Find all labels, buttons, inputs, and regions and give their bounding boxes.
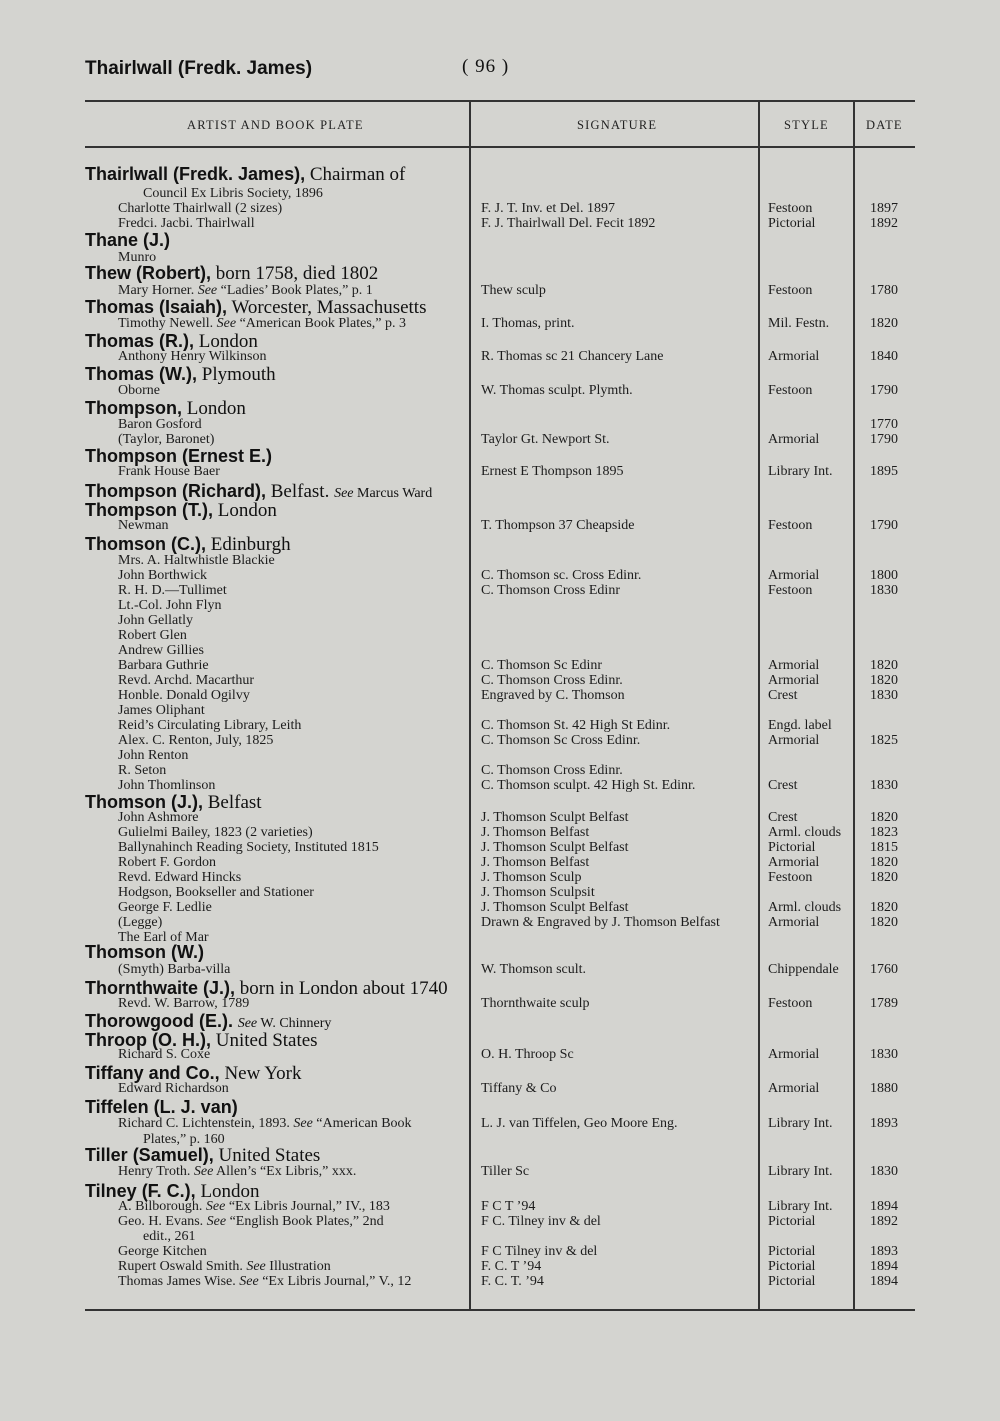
- signature-cell: Thew sculp: [481, 283, 546, 298]
- artist-description: London: [195, 1181, 260, 1202]
- date-cell: 1815: [870, 840, 898, 855]
- style-cell: Festoon: [768, 996, 813, 1011]
- artist-name-bold: Throop (O. H.),: [85, 1030, 211, 1050]
- owner-text: (Taylor, Baronet): [118, 432, 215, 447]
- artist-description: United States: [210, 1030, 318, 1051]
- signature-cell: C. Thomson Sc Edinr: [481, 658, 603, 673]
- signature-cell: Taylor Gt. Newport St.: [481, 432, 610, 447]
- owner-text: R. H. D.—Tullimet: [118, 583, 227, 598]
- see-reference-text: “Ladies’ Book Plates,” p. 1: [217, 283, 373, 298]
- date-cell: 1895: [870, 464, 898, 479]
- owner-text: Richard S. Coxe: [118, 1047, 211, 1062]
- artist-description: born in London about 1740: [235, 978, 448, 999]
- artist-description: born 1758, died 1802: [211, 263, 379, 284]
- plate-owner: [118, 1199, 390, 1215]
- date-cell: 1894: [870, 1199, 898, 1214]
- plate-owner: [118, 915, 162, 931]
- date-cell: 1892: [870, 216, 898, 231]
- artist-name: [85, 500, 277, 522]
- artist-description: Worcester, Massachusetts: [227, 297, 427, 318]
- signature-cell: C. Thomson Sc Cross Edinr.: [481, 733, 641, 748]
- owner-text: Mrs. A. Haltwhistle Blackie: [118, 553, 275, 568]
- artist-name-bold: Thairlwall (Fredk. James),: [85, 164, 306, 184]
- signature-cell: J. Thomson Sculpt Belfast: [481, 810, 629, 825]
- signature-cell: W. Thomson scult.: [481, 962, 587, 977]
- owner-text: Honble. Donald Ogilvy: [118, 688, 250, 703]
- style-cell: Armorial: [768, 673, 820, 688]
- page-number: ( 96 ): [462, 56, 510, 77]
- signature-cell: C. Thomson St. 42 High St Edinr.: [481, 718, 671, 733]
- style-cell: Mil. Festn.: [768, 316, 830, 331]
- style-cell: Engd. label: [768, 718, 832, 733]
- style-cell: Library Int.: [768, 464, 833, 479]
- owner-text: Robert F. Gordon: [118, 855, 217, 870]
- style-cell: Pictorial: [768, 216, 816, 231]
- owner-text: Richard C. Lichtenstein, 1893.: [118, 1116, 290, 1131]
- owner-text: Revd. Edward Hincks: [118, 870, 242, 885]
- date-cell: 1894: [870, 1259, 898, 1274]
- plate-owner: [118, 553, 275, 569]
- owner-text: Mary Horner.: [118, 283, 195, 298]
- plate-owner: [118, 748, 188, 764]
- date-cell: 1880: [870, 1081, 898, 1096]
- plate-owner: [118, 885, 314, 901]
- artist-name-bold: Thane (J.): [85, 230, 171, 250]
- owner-text: R. Seton: [118, 763, 167, 778]
- plate-owner: [118, 703, 205, 719]
- see-reference-label: See: [334, 486, 354, 501]
- date-cell: 1830: [870, 688, 898, 703]
- see-reference-text: Allen’s “Ex Libris,” xxx.: [213, 1164, 357, 1179]
- signature-cell: F. J. Thairlwall Del. Fecit 1892: [481, 216, 656, 231]
- style-cell: Armorial: [768, 568, 820, 583]
- plate-owner: [118, 598, 221, 614]
- signature-cell: F. C. T ’94: [481, 1259, 542, 1274]
- artist-description: United States: [213, 1145, 321, 1166]
- artist-description: Chairman of: [305, 164, 406, 185]
- plate-owner: [118, 900, 212, 916]
- running-head: Thairlwall (Fredk. James): [85, 58, 313, 79]
- owner-text: John Ashmore: [118, 810, 199, 825]
- date-cell: 1840: [870, 349, 898, 364]
- owner-text: Andrew Gillies: [118, 643, 204, 658]
- continuation-text: [143, 1229, 196, 1245]
- style-cell: Pictorial: [768, 1214, 816, 1229]
- signature-cell: I. Thomas, print.: [481, 316, 575, 331]
- date-cell: 1825: [870, 733, 898, 748]
- artist-name-bold: Tiffany and Co.,: [85, 1063, 220, 1083]
- owner-text: Council Ex Libris Society, 1896: [143, 186, 323, 201]
- artist-description: New York: [219, 1063, 302, 1084]
- artist-name-bold: Thomson (J.),: [85, 792, 203, 812]
- plate-owner: [118, 688, 250, 704]
- plate-owner: [118, 643, 204, 659]
- signature-cell: T. Thompson 37 Cheapside: [481, 518, 635, 533]
- plate-owner: [118, 1274, 411, 1290]
- owner-text: Anthony Henry Wilkinson: [118, 349, 267, 364]
- artist-name-bold: Thorowgood (E.).: [85, 1011, 233, 1031]
- owner-text: John Gellatly: [118, 613, 194, 628]
- owner-text: Plates,” p. 160: [143, 1132, 225, 1147]
- date-cell: 1823: [870, 825, 898, 840]
- plate-owner: [118, 1164, 356, 1180]
- column-header-date: DATE: [866, 118, 903, 132]
- style-cell: Armorial: [768, 349, 820, 364]
- plate-owner: [118, 568, 207, 584]
- signature-cell: J. Thomson Belfast: [481, 855, 590, 870]
- owner-text: Edward Richardson: [118, 1081, 229, 1096]
- artist-name: [85, 230, 170, 252]
- artist-description: London: [194, 331, 258, 352]
- column-header-style: STYLE: [784, 118, 829, 132]
- date-cell: 1893: [870, 1116, 898, 1131]
- signature-cell: O. H. Throop Sc: [481, 1047, 574, 1062]
- date-cell: 1789: [870, 996, 898, 1011]
- artist-name-bold: Tiffelen (L. J. van): [85, 1097, 238, 1117]
- owner-text: Geo. H. Evans.: [118, 1214, 204, 1229]
- date-cell: 1790: [870, 518, 898, 533]
- style-cell: Festoon: [768, 283, 813, 298]
- see-reference-text: Marcus Ward: [353, 486, 433, 501]
- owner-text: Ballynahinch Reading Society, Instituted 1815: [118, 840, 379, 855]
- date-cell: 1893: [870, 1244, 898, 1259]
- artist-name-bold: Thew (Robert),: [85, 263, 211, 283]
- signature-cell: Thornthwaite sculp: [481, 996, 590, 1011]
- artist-description: Belfast: [203, 792, 262, 813]
- artist-name-bold: Thompson (Ernest E.): [85, 446, 273, 466]
- continuation-text: [143, 186, 323, 202]
- see-reference-text: “Ex Libris Journal,” IV., 183: [225, 1199, 390, 1214]
- style-cell: Library Int.: [768, 1164, 833, 1179]
- plate-owner: [118, 1259, 331, 1275]
- owner-text: Revd. Archd. Macarthur: [118, 673, 255, 688]
- owner-text: Revd. W. Barrow, 1789: [118, 996, 250, 1011]
- owner-text: Charlotte Thairlwall (2 sizes): [118, 201, 283, 216]
- owner-text: Munro: [118, 250, 157, 265]
- owner-text: edit., 261: [143, 1229, 196, 1244]
- artist-name-bold: Thomson (W.): [85, 942, 204, 962]
- plate-owner: [118, 628, 187, 644]
- owner-text: Alex. C. Renton, July, 1825: [118, 733, 274, 748]
- plate-owner: [118, 201, 282, 217]
- artist-description: Belfast.: [266, 481, 330, 502]
- artist-name-bold: Thomas (Isaiah),: [85, 297, 228, 317]
- see-reference-label: See: [237, 1016, 258, 1031]
- style-cell: Crest: [768, 778, 798, 793]
- style-cell: Arml. clouds: [768, 825, 842, 840]
- style-cell: Armorial: [768, 733, 820, 748]
- artist-name: [85, 263, 378, 285]
- owner-text: Robert Glen: [118, 628, 187, 643]
- owner-text: Timothy Newell.: [118, 316, 214, 331]
- style-cell: Pictorial: [768, 1259, 816, 1274]
- see-reference-label: See: [197, 283, 218, 298]
- signature-cell: Drawn & Engraved by J. Thomson Belfast: [481, 915, 720, 930]
- signature-cell: C. Thomson sculpt. 42 High St. Edinr.: [481, 778, 696, 793]
- date-cell: 1820: [870, 900, 898, 915]
- see-reference-label: See: [205, 1199, 226, 1214]
- signature-cell: L. J. van Tiffelen, Geo Moore Eng.: [481, 1116, 678, 1131]
- owner-text: John Renton: [118, 748, 189, 763]
- owner-text: Reid’s Circulating Library, Leith: [118, 718, 302, 733]
- artist-name: [85, 364, 276, 386]
- see-reference-text: “American Book: [312, 1116, 412, 1131]
- signature-cell: W. Thomas sculpt. Plymth.: [481, 383, 633, 398]
- owner-text: Rupert Oswald Smith.: [118, 1259, 243, 1274]
- artist-name: [85, 164, 405, 186]
- owner-text: Oborne: [118, 383, 160, 398]
- plate-owner: [118, 658, 209, 674]
- owner-text: James Oliphant: [118, 703, 205, 718]
- style-cell: Crest: [768, 688, 798, 703]
- plate-owner: [118, 316, 406, 332]
- see-reference-text: W. Chinnery: [257, 1016, 332, 1031]
- style-cell: Armorial: [768, 1047, 820, 1062]
- signature-cell: Engraved by C. Thomson: [481, 688, 625, 703]
- see-reference-text: “American Book Plates,” p. 3: [236, 316, 406, 331]
- see-reference-label: See: [239, 1274, 259, 1289]
- style-cell: Armorial: [768, 1081, 820, 1096]
- signature-cell: F C. Tilney inv & del: [481, 1214, 601, 1229]
- date-cell: 1790: [870, 432, 898, 447]
- see-reference-text: “English Book Plates,” 2nd: [226, 1214, 384, 1229]
- style-cell: Crest: [768, 810, 798, 825]
- signature-cell: J. Thomson Sculp: [481, 870, 582, 885]
- owner-text: Thomas James Wise.: [118, 1274, 236, 1289]
- owner-text: George Kitchen: [118, 1244, 207, 1259]
- style-cell: Armorial: [768, 658, 820, 673]
- plate-owner: [118, 840, 379, 856]
- style-cell: Festoon: [768, 518, 813, 533]
- owner-text: George F. Ledlie: [118, 900, 212, 915]
- owner-text: Henry Troth.: [118, 1164, 191, 1179]
- signature-cell: Ernest E Thompson 1895: [481, 464, 624, 479]
- date-cell: 1820: [870, 810, 898, 825]
- date-cell: 1820: [870, 915, 898, 930]
- plate-owner: [118, 349, 267, 365]
- date-cell: 1830: [870, 778, 898, 793]
- date-cell: 1820: [870, 870, 898, 885]
- see-reference-label: See: [216, 316, 237, 331]
- column-header-signature: SIGNATURE: [577, 118, 658, 132]
- artist-name-bold: Thornthwaite (J.),: [85, 978, 235, 998]
- plate-owner: [118, 763, 166, 779]
- artist-description: London: [212, 500, 277, 521]
- artist-name-bold: Tiller (Samuel),: [85, 1145, 214, 1165]
- see-reference-text: Illustration: [265, 1259, 331, 1274]
- plate-owner: [118, 825, 313, 841]
- plate-owner: [118, 583, 227, 599]
- owner-text: (Legge): [118, 915, 163, 930]
- signature-cell: C. Thomson Cross Edinr.: [481, 673, 623, 688]
- style-cell: Pictorial: [768, 1274, 816, 1289]
- plate-owner: [118, 613, 193, 629]
- artist-name-bold: Thomson (C.),: [85, 534, 206, 554]
- style-cell: Festoon: [768, 201, 813, 216]
- owner-text: John Borthwick: [118, 568, 208, 583]
- see-reference-label: See: [206, 1214, 227, 1229]
- artist-description: London: [182, 398, 246, 419]
- signature-cell: J. Thomson Sculpt Belfast: [481, 840, 629, 855]
- date-cell: 1780: [870, 283, 898, 298]
- see-reference-label: See: [246, 1259, 266, 1274]
- plate-owner: [118, 1047, 210, 1063]
- plate-owner: [118, 417, 202, 433]
- style-cell: Library Int.: [768, 1116, 833, 1131]
- date-cell: 1820: [870, 658, 898, 673]
- plate-owner: [118, 718, 301, 734]
- owner-text: John Thomlinson: [118, 778, 216, 793]
- plate-owner: [118, 464, 220, 480]
- owner-text: Frank House Baer: [118, 464, 220, 479]
- plate-owner: [118, 518, 169, 534]
- artist-name-bold: Thomas (R.),: [85, 331, 195, 351]
- style-cell: Armorial: [768, 855, 820, 870]
- plate-owner: [118, 673, 254, 689]
- style-cell: Festoon: [768, 870, 813, 885]
- owner-text: The Earl of Mar: [118, 930, 209, 945]
- signature-cell: J. Thomson Sculpt Belfast: [481, 900, 629, 915]
- style-cell: Library Int.: [768, 1199, 833, 1214]
- date-cell: 1770: [870, 417, 898, 432]
- plate-owner: [118, 1244, 207, 1260]
- signature-cell: J. Thomson Sculpsit: [481, 885, 595, 900]
- owner-text: Hodgson, Bookseller and Stationer: [118, 885, 314, 900]
- plate-owner: [118, 1081, 229, 1097]
- owner-text: A. Bilborough.: [118, 1199, 203, 1214]
- see-reference-label: See: [193, 1164, 214, 1179]
- signature-cell: C. Thomson Cross Edinr: [481, 583, 620, 598]
- artist-name-bold: Thompson (Richard),: [85, 481, 266, 501]
- style-cell: Festoon: [768, 383, 813, 398]
- signature-cell: R. Thomas sc 21 Chancery Lane: [481, 349, 664, 364]
- date-cell: 1830: [870, 1047, 898, 1062]
- date-cell: 1892: [870, 1214, 898, 1229]
- plate-owner: [118, 962, 230, 978]
- owner-text: (Smyth) Barba-villa: [118, 962, 231, 977]
- plate-owner: [118, 733, 273, 749]
- owner-text: Newman: [118, 518, 169, 533]
- owner-text: Lt.-Col. John Flyn: [118, 598, 222, 613]
- see-reference-label: See: [293, 1116, 313, 1131]
- signature-cell: F C T ’94: [481, 1199, 536, 1214]
- plate-owner: [118, 996, 249, 1012]
- style-cell: Armorial: [768, 915, 820, 930]
- signature-cell: Tiffany & Co: [481, 1081, 557, 1096]
- style-cell: Arml. clouds: [768, 900, 842, 915]
- artist-name-bold: Thompson,: [85, 398, 182, 418]
- column-header-artist: ARTIST AND BOOK PLATE: [187, 118, 364, 132]
- date-cell: 1800: [870, 568, 898, 583]
- artist-description: Edinburgh: [205, 534, 291, 555]
- signature-cell: F. J. T. Inv. et Del. 1897: [481, 201, 615, 216]
- plate-owner: [118, 383, 160, 399]
- signature-cell: C. Thomson sc. Cross Edinr.: [481, 568, 642, 583]
- artist-name-bold: Tilney (F. C.),: [85, 1181, 196, 1201]
- date-cell: 1820: [870, 673, 898, 688]
- signature-cell: Tiller Sc: [481, 1164, 530, 1179]
- plate-owner: [118, 870, 241, 886]
- see-reference-text: “Ex Libris Journal,” V., 12: [258, 1274, 412, 1289]
- style-cell: Armorial: [768, 432, 820, 447]
- date-cell: 1820: [870, 316, 898, 331]
- plate-owner: [118, 1214, 384, 1230]
- plate-owner: [118, 810, 199, 826]
- date-cell: 1897: [870, 201, 898, 216]
- artist-name-bold: Thomas (W.),: [85, 364, 197, 384]
- artist-description: Plymouth: [197, 364, 276, 385]
- artist-name: [85, 942, 204, 964]
- style-cell: Chippendale: [768, 962, 839, 977]
- owner-text: Baron Gosford: [118, 417, 202, 432]
- style-cell: Pictorial: [768, 840, 816, 855]
- plate-owner: [118, 1116, 412, 1132]
- date-cell: 1830: [870, 1164, 898, 1179]
- signature-cell: J. Thomson Belfast: [481, 825, 590, 840]
- date-cell: 1790: [870, 383, 898, 398]
- artist-name-bold: Thompson (T.),: [85, 500, 213, 520]
- plate-owner: [118, 855, 216, 871]
- owner-text: Barbara Guthrie: [118, 658, 209, 673]
- date-cell: 1760: [870, 962, 898, 977]
- signature-cell: F. C. T. ’94: [481, 1274, 544, 1289]
- signature-cell: C. Thomson Cross Edinr.: [481, 763, 623, 778]
- owner-text: Gulielmi Bailey, 1823 (2 varieties): [118, 825, 313, 840]
- date-cell: 1820: [870, 855, 898, 870]
- date-cell: 1830: [870, 583, 898, 598]
- owner-text: Fredci. Jacbi. Thairlwall: [118, 216, 255, 231]
- date-cell: 1894: [870, 1274, 898, 1289]
- signature-cell: F C Tilney inv & del: [481, 1244, 598, 1259]
- style-cell: Festoon: [768, 583, 813, 598]
- style-cell: Pictorial: [768, 1244, 816, 1259]
